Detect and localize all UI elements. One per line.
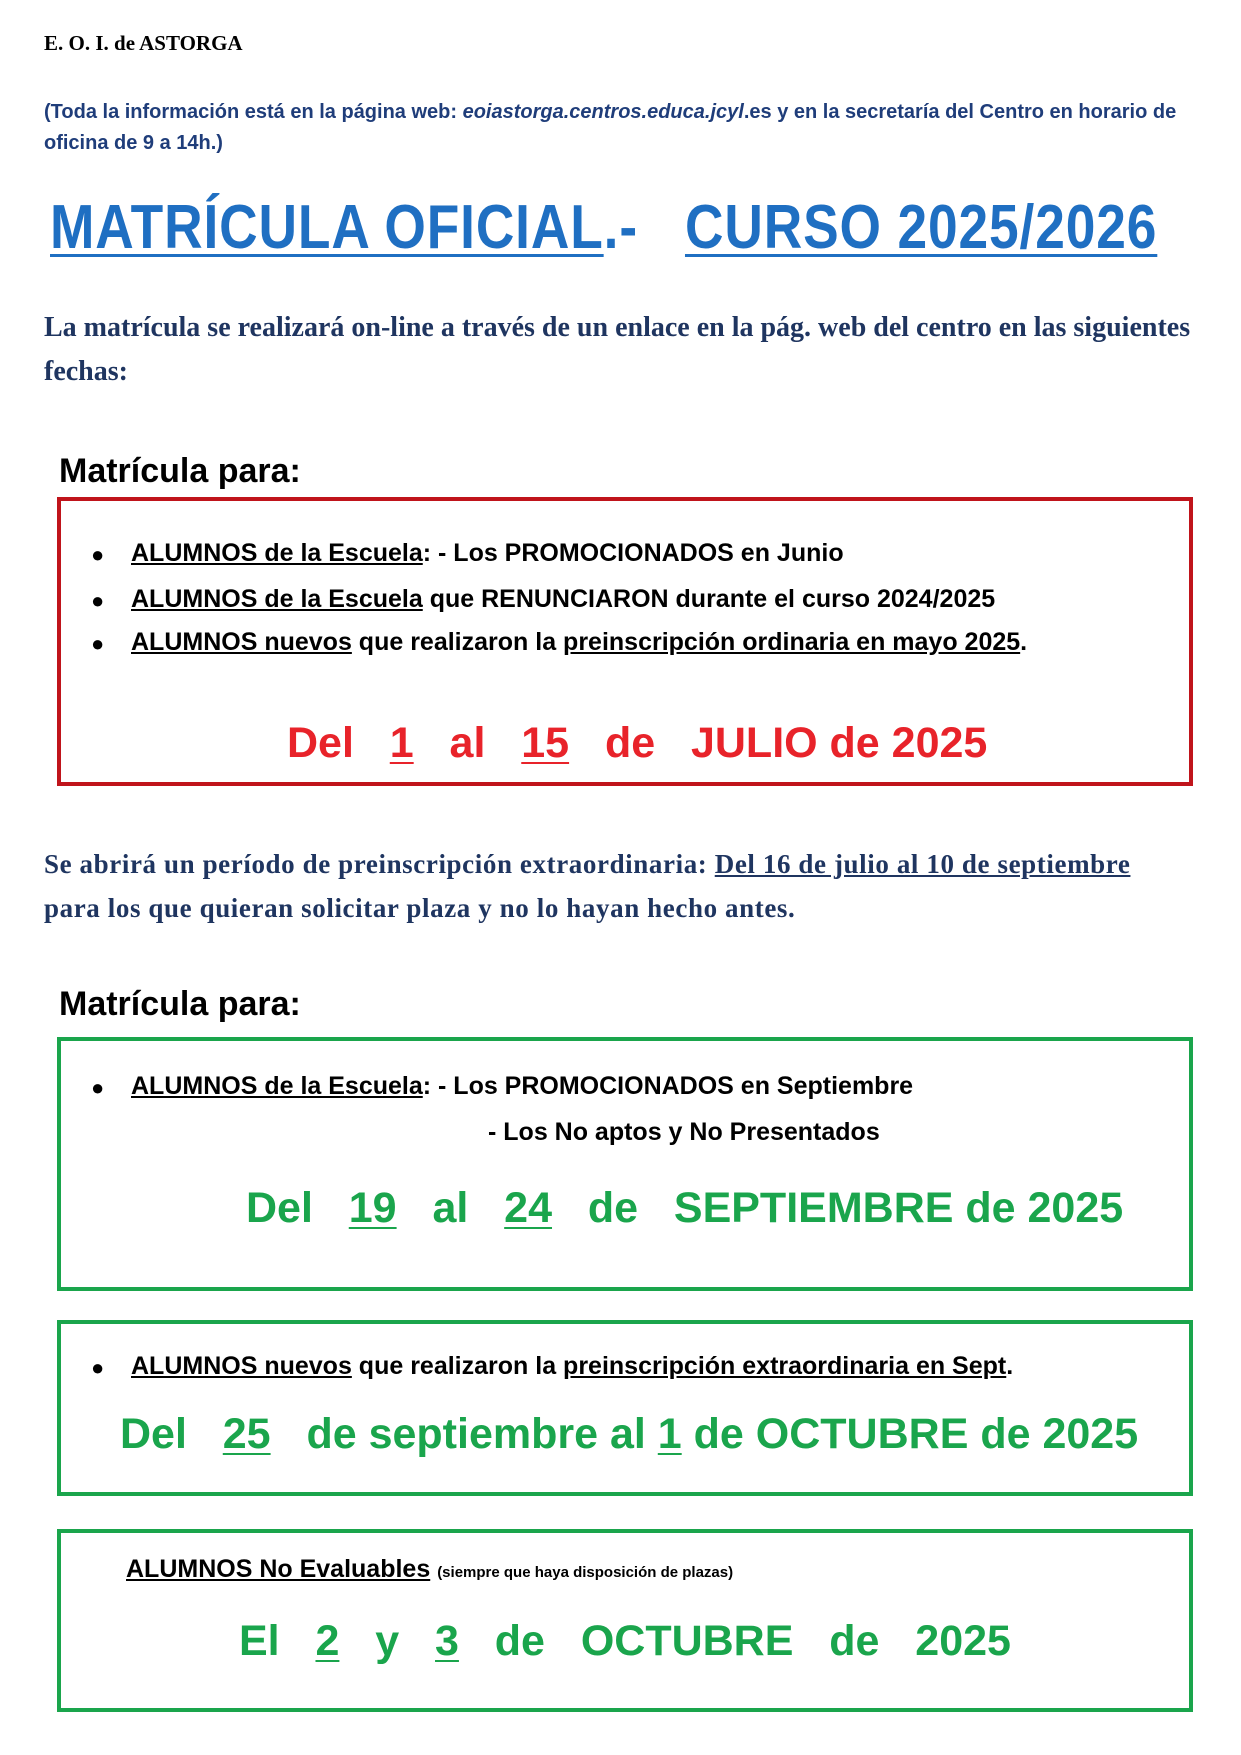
july-date: Del 1 al 15 de JULIO de 2025 (287, 719, 988, 767)
july-box (57, 497, 1193, 786)
october-box (57, 1320, 1193, 1496)
september-box (57, 1037, 1193, 1291)
title-right: CURSO 2025/2026 (684, 193, 1158, 262)
extraordinary-text: Se abrirá un período de preinscripción extraordinaria: Del 16 de julio al 10 de septiembre para los que quieran solicitar plaza y no lo hayan hecho antes. (44, 849, 1131, 923)
bullet-icon: ● (91, 1075, 105, 1100)
bullet-icon: ● (91, 1355, 105, 1380)
list-item: ALUMNOS de la Escuela: - Los PROMOCIONADOS en Septiembre (131, 1072, 914, 1100)
title-sep: .- (603, 193, 638, 262)
no-evaluables-date: El 2 y 3 de OCTUBRE de 2025 (239, 1617, 1011, 1665)
october-date: Del 25 de septiembre al 1 de OCTUBRE de 2025 (120, 1410, 1139, 1458)
list-item: ALUMNOS de la Escuela: - Los PROMOCIONADOS en Junio (131, 539, 844, 567)
extraordinary-dates: Del 16 de julio al 10 de septiembre (714, 849, 1131, 879)
info-prefix: (Toda la información está en la página web: (44, 101, 463, 123)
september-date: Del 19 al 24 de SEPTIEMBRE de 2025 (246, 1184, 1124, 1232)
list-item: ALUMNOS nuevos que realizaron la preinscripción ordinaria en mayo 2025. (131, 628, 1028, 656)
bullet-icon: ● (91, 542, 105, 567)
list-item: ALUMNOS No Evaluables (siempre que haya disposición de plazas) (126, 1555, 734, 1583)
availability-note: (siempre que haya disposición de plazas) (437, 1564, 734, 1581)
info-url[interactable]: eoiastorga.centros.educa.jcyl (462, 101, 744, 123)
info-text (44, 97, 1194, 159)
school-name: E. O. I. de ASTORGA (44, 31, 243, 55)
info-suffix: .es y en la secretaría del Centro en horario de oficina de 9 a 14h.) (44, 101, 1177, 154)
intro-text: La matrícula se realizará on-line a través de un enlace en la pág. web del centro en las siguientes fechas: (44, 312, 1191, 387)
bullet-icon: ● (91, 588, 105, 613)
list-item: ALUMNOS de la Escuela que RENUNCIARON durante el curso 2024/2025 (131, 585, 996, 613)
title-left: MATRÍCULA OFICIAL (50, 193, 604, 262)
list-item-line2: - Los No aptos y No Presentados (488, 1118, 880, 1146)
no-evaluables-box (57, 1529, 1193, 1712)
list-item: ALUMNOS nuevos que realizaron la preinscripción extraordinaria en Sept. (131, 1352, 1014, 1380)
page-title (50, 192, 1157, 263)
section1-heading: Matrícula para: (59, 452, 301, 490)
bullet-icon: ● (91, 631, 105, 656)
section2-heading: Matrícula para: (59, 985, 301, 1023)
